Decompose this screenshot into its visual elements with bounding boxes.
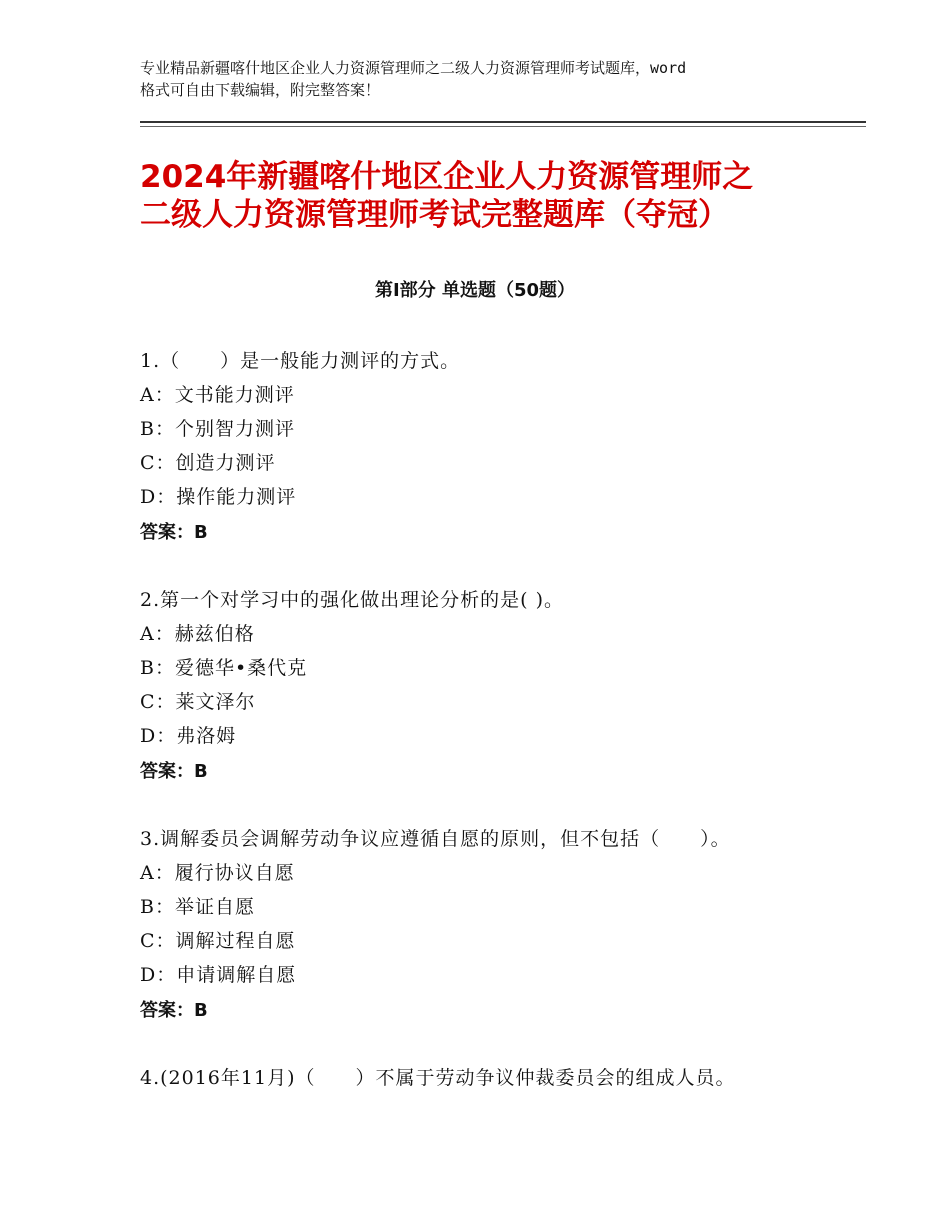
question-stem: 3.调解委员会调解劳动争议应遵循自愿的原则，但不包括（ ）。 (140, 828, 731, 850)
question-stem: 1.（ ）是一般能力测评的方式。 (140, 350, 461, 372)
question-answer: 答案：B (140, 1000, 208, 1021)
question-option: A：文书能力测评 (140, 384, 295, 406)
question-option: B：个别智力测评 (140, 418, 295, 440)
question-option: C：创造力测评 (140, 452, 276, 474)
question-option: A：履行协议自愿 (140, 862, 295, 884)
title-line-2: 二级人力资源管理师考试完整题库（夺冠） (140, 197, 729, 233)
question-option: D：申请调解自愿 (140, 964, 297, 986)
question-option: C：莱文泽尔 (140, 691, 256, 713)
question-option: B：爱德华•桑代克 (140, 657, 308, 679)
document-title (140, 158, 830, 234)
header-note-line-1: 专业精品新疆喀什地区企业人力资源管理师之二级人力资源管理师考试题库，word (140, 59, 687, 77)
header-note-line-2: 格式可自由下载编辑，附完整答案！ (140, 81, 381, 99)
question-option: C：调解过程自愿 (140, 930, 296, 952)
question-option: D：操作能力测评 (140, 486, 297, 508)
question-answer: 答案：B (140, 522, 208, 543)
header-note (140, 57, 840, 101)
title-line-1: 2024年新疆喀什地区企业人力资源管理师之 (140, 159, 754, 195)
question-option: B：举证自愿 (140, 896, 255, 918)
section-heading: 第Ⅰ部分 单选题（50题） (374, 280, 575, 301)
header-rule-thick (140, 121, 866, 123)
question-answer: 答案：B (140, 761, 208, 782)
question-option: D：弗洛姆 (140, 725, 237, 747)
question-stem: 4.(2016年11月)（ ）不属于劳动争议仲裁委员会的组成人员。 (140, 1067, 736, 1089)
header-rule-thin (140, 126, 866, 127)
question-option: A：赫兹伯格 (140, 623, 255, 645)
question-stem: 2.第一个对学习中的强化做出理论分析的是( )。 (140, 589, 564, 611)
